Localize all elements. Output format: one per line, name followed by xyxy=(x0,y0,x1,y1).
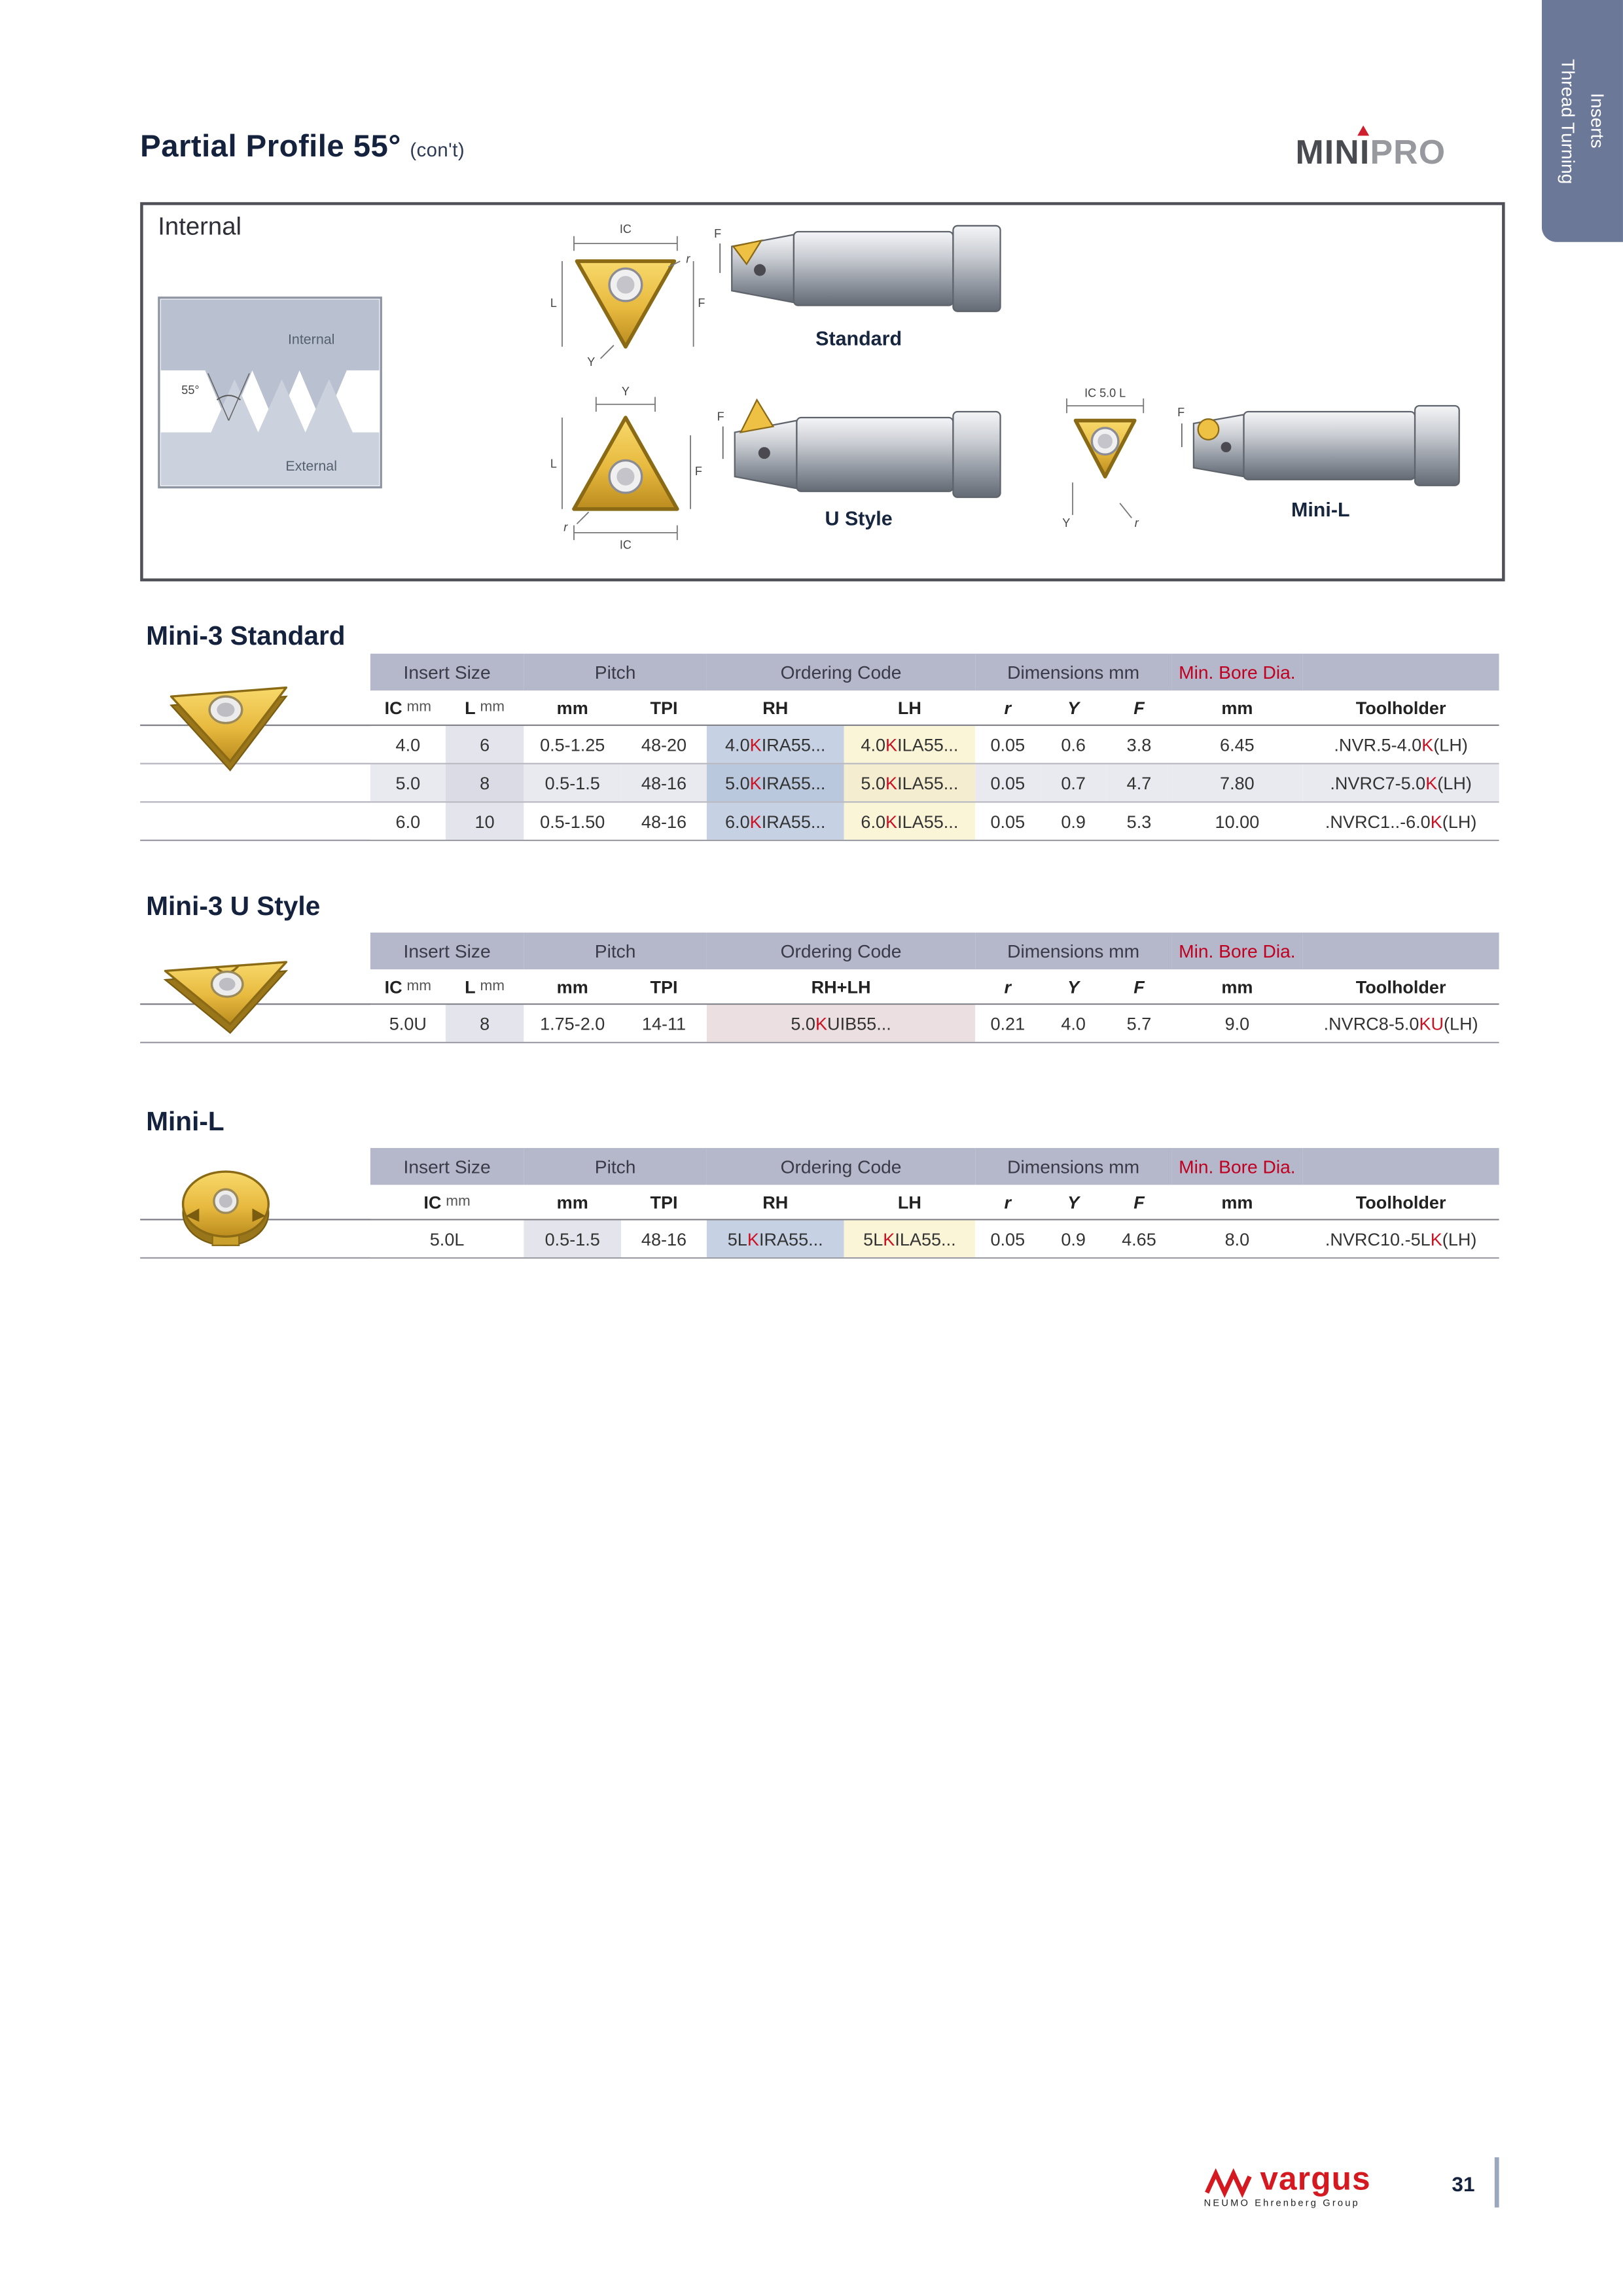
group-dimensions: Dimensions mm xyxy=(975,1148,1171,1185)
page-number-divider xyxy=(1495,2157,1499,2208)
table-row xyxy=(140,764,1499,803)
group-pitch: Pitch xyxy=(524,933,707,969)
cell-code-rh: 5.0 K IRA55... xyxy=(707,764,844,801)
cell-ic: 5.0L xyxy=(370,1220,524,1257)
cell-f: 5.3 xyxy=(1107,802,1171,839)
col-bore-mm: mm xyxy=(1171,1185,1303,1219)
dim-r-label: r xyxy=(1134,516,1139,529)
table-row xyxy=(140,726,1499,764)
col-y: Y xyxy=(1040,1185,1106,1219)
group-min-bore: Min. Bore Dia. xyxy=(1171,1148,1303,1185)
col-rh: RH xyxy=(707,691,844,725)
cell-f: 3.8 xyxy=(1107,726,1171,762)
ustyle-tool-figure xyxy=(711,388,1007,529)
table-row xyxy=(140,1220,1499,1259)
col-y: Y xyxy=(1040,969,1106,1003)
vargus-subtext: NEUMO Ehrenberg Group xyxy=(1204,2198,1360,2209)
cell-r: 0.05 xyxy=(975,1220,1040,1257)
cell-ic: 5.0 xyxy=(370,764,446,801)
table-group-header xyxy=(140,933,1499,969)
standard-tool-label: Standard xyxy=(815,327,902,350)
dim-ic-label: IC xyxy=(619,538,632,552)
dim-f-label: F xyxy=(698,296,705,310)
dim-l-label: L xyxy=(550,457,557,471)
dim-l-label: L xyxy=(550,296,557,310)
cell-l: 6 xyxy=(446,726,524,762)
col-r: r xyxy=(975,969,1040,1003)
table-column-header xyxy=(140,691,1499,726)
profile-external-label: External xyxy=(285,458,337,475)
cell-ic: 6.0 xyxy=(370,802,446,839)
insert-diagram-standard xyxy=(544,217,707,376)
table-group-header xyxy=(140,654,1499,691)
group-blank xyxy=(1303,1148,1499,1185)
col-f: F xyxy=(1107,969,1171,1003)
group-min-bore: Min. Bore Dia. xyxy=(1171,654,1303,691)
side-tab-line2: Inserts xyxy=(1586,93,1608,149)
group-insert-size: Insert Size xyxy=(370,933,524,969)
group-dimensions: Dimensions mm xyxy=(975,933,1171,969)
cell-pitch: 0.5-1.5 xyxy=(524,764,621,801)
insert-diagram-ustyle xyxy=(544,385,707,550)
cell-code-rhlh: 5.0 K UIB55... xyxy=(707,1005,975,1041)
minil-insert-image xyxy=(166,1160,289,1254)
table-row xyxy=(140,802,1499,841)
cell-code-lh: 5.0 K ILA55... xyxy=(844,764,976,801)
col-lh: LH xyxy=(844,1185,976,1219)
cell-bore: 7.80 xyxy=(1171,764,1303,801)
dim-ic-label: IC xyxy=(619,223,632,236)
cell-toolholder: .NVR.5-4.0 K (LH) xyxy=(1303,726,1499,762)
cell-bore: 9.0 xyxy=(1171,1005,1303,1041)
side-tab-line1: Thread Turning xyxy=(1557,58,1578,184)
profile-angle-label: 55° xyxy=(181,383,200,397)
col-tpi: TPI xyxy=(621,969,707,1003)
cell-l: 10 xyxy=(446,802,524,839)
table-minil xyxy=(140,1148,1499,1259)
group-pitch: Pitch xyxy=(524,654,707,691)
group-blank xyxy=(1303,933,1499,969)
group-ordering-code: Ordering Code xyxy=(707,654,975,691)
standard-tool-figure xyxy=(711,214,1007,350)
group-min-bore: Min. Bore Dia. xyxy=(1171,933,1303,969)
minil-tool-figure xyxy=(1176,394,1465,521)
dim-ic50l-label: IC 5.0 L xyxy=(1084,386,1126,400)
side-tab-thread-turning-inserts xyxy=(1542,0,1623,242)
thread-profile-diagram xyxy=(158,296,382,488)
col-f: F xyxy=(1107,1185,1171,1219)
ustyle-tool-image xyxy=(711,388,1007,503)
cell-tpi: 48-16 xyxy=(621,1220,707,1257)
cell-code-lh: 6.0 K ILA55... xyxy=(844,802,976,839)
side-tab-text xyxy=(1553,58,1612,183)
section-heading-mini3-ustyle: Mini-3 U Style xyxy=(146,891,321,921)
minil-tool-image xyxy=(1176,394,1465,492)
cell-pitch: 0.5-1.25 xyxy=(524,726,621,762)
cell-pitch: 0.5-1.5 xyxy=(524,1220,621,1257)
cell-y: 4.0 xyxy=(1040,1005,1106,1041)
internal-panel-label: Internal xyxy=(158,212,242,241)
cell-pitch: 0.5-1.50 xyxy=(524,802,621,839)
table-mini3-ustyle xyxy=(140,933,1499,1043)
col-y: Y xyxy=(1040,691,1106,725)
brand-logo-pro: PRO xyxy=(1370,132,1446,171)
mini3-standard-insert-image xyxy=(153,667,300,776)
dim-r-label: r xyxy=(563,520,568,534)
col-r: r xyxy=(975,691,1040,725)
group-ordering-code: Ordering Code xyxy=(707,1148,975,1185)
col-rh-lh: RH+LH xyxy=(707,969,975,1003)
col-pitch-mm: mm xyxy=(524,969,621,1003)
cell-code-lh: 5L K ILA55... xyxy=(844,1220,976,1257)
col-bore-mm: mm xyxy=(1171,691,1303,725)
vargus-logo xyxy=(1204,2160,1371,2197)
cell-r: 0.05 xyxy=(975,802,1040,839)
col-r: r xyxy=(975,1185,1040,1219)
table-column-header xyxy=(140,1185,1499,1220)
group-dimensions: Dimensions mm xyxy=(975,654,1171,691)
cell-f: 4.7 xyxy=(1107,764,1171,801)
cell-y: 0.9 xyxy=(1040,802,1106,839)
col-ic-mm: IC mm xyxy=(370,691,446,725)
group-blank xyxy=(1303,654,1499,691)
logo-accent-icon xyxy=(1357,126,1369,136)
cell-tpi: 48-20 xyxy=(621,726,707,762)
col-pitch-mm: mm xyxy=(524,1185,621,1219)
col-toolholder: Toolholder xyxy=(1303,969,1499,1003)
cell-r: 0.21 xyxy=(975,1005,1040,1041)
section-heading-minil: Mini-L xyxy=(146,1106,224,1136)
internal-diagram-panel xyxy=(140,202,1505,581)
cell-ic: 4.0 xyxy=(370,726,446,762)
cell-f: 4.65 xyxy=(1107,1220,1171,1257)
col-bore-mm: mm xyxy=(1171,969,1303,1003)
dim-y-label: Y xyxy=(1062,516,1071,529)
footer-brand xyxy=(1204,2160,1371,2209)
page-title-cont: (con't) xyxy=(410,138,465,161)
cell-y: 0.9 xyxy=(1040,1220,1106,1257)
insert-diagram-minil xyxy=(1052,385,1158,538)
cell-bore: 6.45 xyxy=(1171,726,1303,762)
cell-tpi: 48-16 xyxy=(621,802,707,839)
table-column-header xyxy=(140,969,1499,1005)
vargus-zigzag-icon xyxy=(1204,2169,1255,2196)
col-l-mm: L mm xyxy=(446,969,524,1003)
cell-r: 0.05 xyxy=(975,726,1040,762)
col-f: F xyxy=(1107,691,1171,725)
mini3-ustyle-insert-image xyxy=(151,939,298,1039)
col-tpi: TPI xyxy=(621,1185,707,1219)
cell-y: 0.7 xyxy=(1040,764,1106,801)
standard-tool-image xyxy=(711,214,1007,323)
group-insert-size: Insert Size xyxy=(370,654,524,691)
cell-toolholder: .NVRC1..-6.0 K (LH) xyxy=(1303,802,1499,839)
cell-l: 8 xyxy=(446,1005,524,1041)
table-group-header xyxy=(140,1148,1499,1185)
col-rh: RH xyxy=(707,1185,844,1219)
col-pitch-mm: mm xyxy=(524,691,621,725)
cell-ic: 5.0U xyxy=(370,1005,446,1041)
cell-tpi: 14-11 xyxy=(621,1005,707,1041)
cell-y: 0.6 xyxy=(1040,726,1106,762)
profile-internal-label: Internal xyxy=(287,331,335,348)
cell-bore: 8.0 xyxy=(1171,1220,1303,1257)
dim-f-label: F xyxy=(717,410,724,423)
cell-code-rh: 6.0 K IRA55... xyxy=(707,802,844,839)
dim-r-label: r xyxy=(686,252,690,266)
col-toolholder: Toolholder xyxy=(1303,691,1499,725)
cell-tpi: 48-16 xyxy=(621,764,707,801)
col-toolholder: Toolholder xyxy=(1303,1185,1499,1219)
ustyle-tool-label: U Style xyxy=(825,507,893,530)
col-ic-mm: IC mm xyxy=(370,969,446,1003)
dim-y-label: Y xyxy=(621,385,630,399)
dim-f-label: F xyxy=(1177,405,1185,419)
table-row xyxy=(140,1005,1499,1043)
dim-f-label: F xyxy=(714,226,722,240)
cell-r: 0.05 xyxy=(975,764,1040,801)
vargus-wordmark: vargus xyxy=(1260,2160,1371,2197)
col-ic-mm: IC mm xyxy=(370,1185,524,1219)
page-number: 31 xyxy=(1452,2172,1475,2196)
spacer-cell xyxy=(140,802,370,839)
cell-code-lh: 4.0 K ILA55... xyxy=(844,726,976,762)
page-title xyxy=(140,130,465,165)
table-mini3-standard xyxy=(140,654,1499,841)
cell-l: 8 xyxy=(446,764,524,801)
cell-code-rh: 5L K IRA55... xyxy=(707,1220,844,1257)
cell-code-rh: 4.0 K IRA55... xyxy=(707,726,844,762)
minil-tool-label: Mini-L xyxy=(1291,499,1350,521)
brand-logo-mini: MINI xyxy=(1295,132,1370,171)
cell-f: 5.7 xyxy=(1107,1005,1171,1041)
cell-toolholder: .NVRC10.-5L K (LH) xyxy=(1303,1220,1499,1257)
group-ordering-code: Ordering Code xyxy=(707,933,975,969)
group-insert-size: Insert Size xyxy=(370,1148,524,1185)
group-pitch: Pitch xyxy=(524,1148,707,1185)
cell-toolholder: .NVRC7-5.0 K (LH) xyxy=(1303,764,1499,801)
brand-logo xyxy=(1295,133,1446,173)
section-heading-mini3-standard: Mini-3 Standard xyxy=(146,621,346,651)
cell-pitch: 1.75-2.0 xyxy=(524,1005,621,1041)
cell-toolholder: .NVRC8-5.0 KU (LH) xyxy=(1303,1005,1499,1041)
cell-bore: 10.00 xyxy=(1171,802,1303,839)
dim-y-label: Y xyxy=(587,355,596,369)
page-title-text: Partial Profile 55° xyxy=(140,130,401,164)
dim-f-label: F xyxy=(694,464,702,478)
col-lh: LH xyxy=(844,691,976,725)
col-l-mm: L mm xyxy=(446,691,524,725)
col-tpi: TPI xyxy=(621,691,707,725)
